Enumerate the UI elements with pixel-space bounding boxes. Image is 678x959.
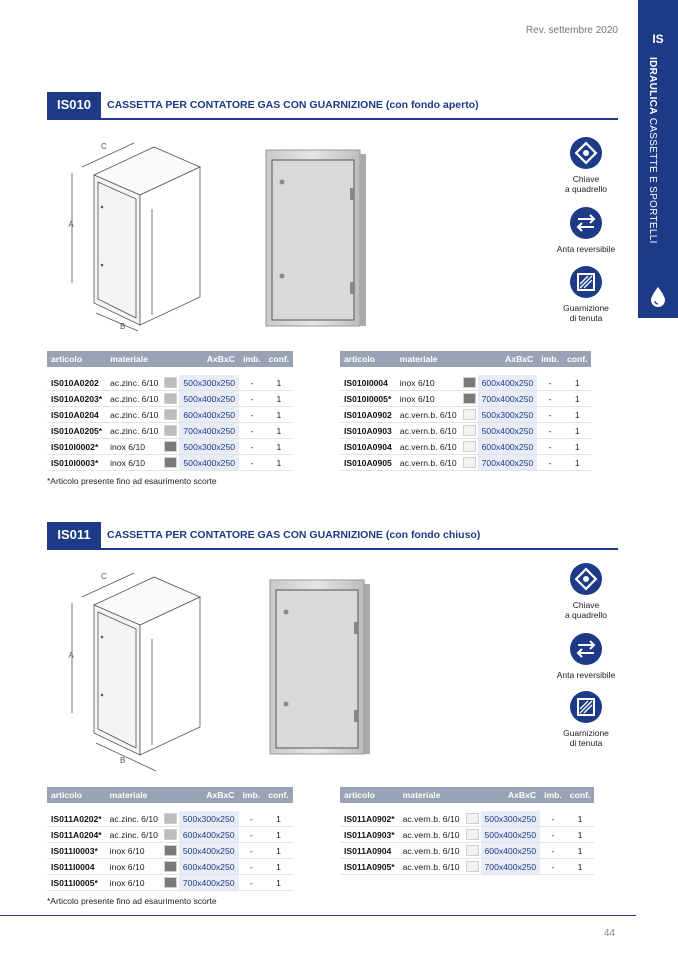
material: inox 6/10 (106, 843, 162, 859)
col-dim: AxBxC (478, 351, 538, 367)
material-swatch (463, 393, 476, 404)
quantity: 1 (264, 843, 293, 859)
material: ac.zinc. 6/10 (106, 391, 162, 407)
dim-label-b: B (120, 322, 126, 331)
material-swatch-cell (162, 811, 179, 827)
material-swatch (164, 441, 177, 452)
material: ac.zinc. 6/10 (106, 827, 162, 843)
page-number: 44 (603, 928, 615, 939)
dim-label-b: B (120, 756, 126, 765)
material-swatch-cell (162, 375, 179, 391)
article-code: IS011I0005* (47, 875, 106, 891)
article-code: IS010A0205* (47, 423, 106, 439)
quantity: 1 (563, 439, 592, 455)
table-row (340, 455, 591, 471)
packaging: - (537, 439, 563, 455)
quantity: 1 (566, 843, 595, 859)
col-dim: AxBxC (481, 787, 541, 803)
material-swatch-cell (162, 423, 179, 439)
col-materiale: materiale (399, 787, 481, 803)
article-code: IS011A0902* (340, 811, 399, 827)
table-row (340, 843, 594, 859)
article-code: IS010A0202 (47, 375, 106, 391)
packaging: - (239, 455, 265, 471)
material-swatch-cell (464, 843, 481, 859)
material-swatch (466, 845, 479, 856)
material-swatch-cell (162, 439, 179, 455)
dimensions: 700x400x250 (478, 391, 538, 407)
table-row (340, 375, 591, 391)
packaging: - (537, 455, 563, 471)
packaging: - (239, 423, 265, 439)
table-row (340, 859, 594, 875)
quantity: 1 (265, 439, 294, 455)
seal-gasket-icon (569, 265, 603, 299)
material: ac.vern.b. 6/10 (396, 439, 461, 455)
dimensions: 600x400x250 (481, 843, 541, 859)
section-code: IS010 (47, 92, 101, 118)
reversible-door-icon (569, 206, 603, 240)
table-row (47, 375, 293, 391)
table-row (340, 391, 591, 407)
packaging: - (540, 843, 566, 859)
material-swatch-cell (162, 859, 179, 875)
section-code: IS011 (47, 522, 101, 548)
water-drop-icon (650, 286, 666, 308)
packaging: - (540, 827, 566, 843)
quantity: 1 (264, 859, 293, 875)
stock-note: *Articolo presente fino ad esaurimento scorte (47, 476, 217, 486)
material-swatch (164, 813, 177, 824)
article-code: IS010I0005* (340, 391, 396, 407)
col-imb: imb. (540, 787, 566, 803)
quantity: 1 (265, 455, 294, 471)
quantity: 1 (563, 391, 592, 407)
dim-label-c: C (101, 142, 107, 151)
product-table-is011-left (47, 787, 293, 891)
col-materiale: materiale (396, 351, 478, 367)
material-swatch (164, 425, 177, 436)
material: ac.zinc. 6/10 (106, 407, 162, 423)
material-swatch-cell (461, 455, 478, 471)
section-rule (47, 548, 618, 550)
article-code: IS010A0903 (340, 423, 396, 439)
table-row (340, 407, 591, 423)
dimensions: 500x400x250 (478, 423, 538, 439)
dimensions: 500x300x250 (481, 811, 541, 827)
dimensions: 500x400x250 (179, 391, 239, 407)
col-materiale: materiale (106, 351, 179, 367)
table-row (340, 811, 594, 827)
material-swatch (463, 409, 476, 420)
table-row (47, 811, 293, 827)
section-header-is011 (47, 522, 618, 550)
material-swatch (463, 457, 476, 468)
table-header-row (340, 787, 594, 803)
article-code: IS010I0004 (340, 375, 396, 391)
material-swatch (466, 813, 479, 824)
table-header-row (340, 351, 591, 367)
material-swatch (164, 829, 177, 840)
material-swatch (164, 377, 177, 388)
material: ac.vern.b. 6/10 (396, 407, 461, 423)
material: ac.vern.b. 6/10 (399, 843, 464, 859)
material-swatch-cell (162, 391, 179, 407)
quantity: 1 (264, 875, 293, 891)
material-swatch (164, 393, 177, 404)
material-swatch (164, 409, 177, 420)
dimensions: 500x300x250 (179, 811, 239, 827)
material: ac.vern.b. 6/10 (396, 423, 461, 439)
dimensions: 600x400x250 (179, 827, 239, 843)
material-swatch-cell (464, 859, 481, 875)
article-code: IS010A0204 (47, 407, 106, 423)
article-code: IS011A0904 (340, 843, 399, 859)
quantity: 1 (563, 407, 592, 423)
col-dim: AxBxC (179, 351, 239, 367)
table-row (47, 391, 293, 407)
packaging: - (537, 391, 563, 407)
dimensions: 500x400x250 (481, 827, 541, 843)
seal-gasket-icon (569, 690, 603, 724)
article-code: IS010A0905 (340, 455, 396, 471)
section-title: CASSETTA PER CONTATORE GAS CON GUARNIZIONE (con fondo aperto) (107, 99, 479, 111)
col-imb: imb. (239, 351, 265, 367)
cabinet-dimension-drawing (66, 565, 216, 775)
material: inox 6/10 (106, 875, 162, 891)
feature-seal-gasket: Guarnizione di tenuta (550, 690, 622, 748)
material-swatch-cell (461, 375, 478, 391)
article-code: IS011I0004 (47, 859, 106, 875)
material-swatch (164, 877, 177, 888)
material-swatch (463, 441, 476, 452)
material: ac.vern.b. 6/10 (399, 827, 464, 843)
article-code: IS011A0903* (340, 827, 399, 843)
material: inox 6/10 (396, 375, 461, 391)
table-header-row (47, 787, 293, 803)
packaging: - (239, 843, 265, 859)
dimensions: 700x400x250 (481, 859, 541, 875)
quantity: 1 (265, 423, 294, 439)
product-table-is010-right (340, 351, 591, 471)
packaging: - (239, 391, 265, 407)
revision-date: Rev. settembre 2020 (525, 25, 618, 36)
section-title: CASSETTA PER CONTATORE GAS CON GUARNIZIONE (con fondo chiuso) (107, 529, 481, 541)
col-articolo: articolo (340, 351, 396, 367)
article-code: IS010A0904 (340, 439, 396, 455)
dimensions: 500x400x250 (179, 455, 239, 471)
category-code: IS (652, 32, 664, 46)
material: ac.vern.b. 6/10 (399, 859, 464, 875)
material: ac.zinc. 6/10 (106, 375, 162, 391)
material-swatch (466, 829, 479, 840)
dimensions: 600x400x250 (179, 859, 239, 875)
article-code: IS010A0203* (47, 391, 106, 407)
material-swatch-cell (461, 407, 478, 423)
article-code: IS011A0202* (47, 811, 106, 827)
material-swatch-cell (162, 407, 179, 423)
category-rest: CASSETTE E SPORTELLI (647, 117, 658, 244)
material-swatch-cell (464, 811, 481, 827)
dimensions: 500x300x250 (179, 375, 239, 391)
table-row (47, 843, 293, 859)
col-articolo: articolo (340, 787, 399, 803)
feature-square-key: Chiave a quadrello (550, 562, 622, 620)
col-conf: conf. (566, 787, 595, 803)
quantity: 1 (265, 391, 294, 407)
table-row (47, 859, 293, 875)
article-code: IS011I0003* (47, 843, 106, 859)
quantity: 1 (563, 423, 592, 439)
material-swatch (164, 861, 177, 872)
quantity: 1 (563, 375, 592, 391)
packaging: - (537, 407, 563, 423)
material: inox 6/10 (106, 439, 162, 455)
table-row (340, 439, 591, 455)
table-row (47, 423, 293, 439)
material: inox 6/10 (106, 455, 162, 471)
material-swatch-cell (162, 455, 179, 471)
material-swatch (463, 377, 476, 388)
material: inox 6/10 (396, 391, 461, 407)
dimensions: 700x400x250 (179, 423, 239, 439)
section-rule (47, 118, 618, 120)
product-table-is010-left (47, 351, 293, 471)
packaging: - (239, 439, 265, 455)
stock-note: *Articolo presente fino ad esaurimento scorte (47, 896, 217, 906)
dimensions: 600x400x250 (478, 439, 538, 455)
material: ac.zinc. 6/10 (106, 811, 162, 827)
square-key-icon (569, 136, 603, 170)
section-header-is010 (47, 92, 618, 120)
packaging: - (239, 827, 265, 843)
quantity: 1 (265, 407, 294, 423)
dimensions: 700x400x250 (179, 875, 239, 891)
reversible-door-icon (569, 632, 603, 666)
material-swatch-cell (461, 423, 478, 439)
col-conf: conf. (563, 351, 592, 367)
material-swatch-cell (162, 843, 179, 859)
dim-label-c: C (101, 572, 107, 581)
dimensions: 600x400x250 (179, 407, 239, 423)
dimensions: 500x300x250 (179, 439, 239, 455)
table-row (340, 827, 594, 843)
packaging: - (239, 811, 265, 827)
dimensions: 600x400x250 (478, 375, 538, 391)
cabinet-photo (266, 578, 374, 764)
quantity: 1 (265, 375, 294, 391)
material: ac.vern.b. 6/10 (399, 811, 464, 827)
category-label (647, 57, 658, 244)
dim-label-a: A (68, 220, 74, 229)
square-key-icon (569, 562, 603, 596)
quantity: 1 (566, 827, 595, 843)
packaging: - (239, 859, 265, 875)
cabinet-photo (262, 148, 370, 336)
table-row (47, 439, 293, 455)
footer-rule (0, 915, 636, 916)
packaging: - (239, 875, 265, 891)
dimensions: 500x400x250 (179, 843, 239, 859)
feature-square-key: Chiave a quadrello (550, 136, 622, 194)
col-imb: imb. (239, 787, 265, 803)
quantity: 1 (264, 811, 293, 827)
feature-seal-gasket: Guarnizione di tenuta (550, 265, 622, 323)
dimensions: 500x300x250 (478, 407, 538, 423)
table-row (47, 827, 293, 843)
table-row (47, 455, 293, 471)
article-code: IS011A0905* (340, 859, 399, 875)
material: ac.vern.b. 6/10 (396, 455, 461, 471)
col-imb: imb. (537, 351, 563, 367)
material-swatch-cell (461, 391, 478, 407)
material-swatch (164, 457, 177, 468)
article-code: IS010I0002* (47, 439, 106, 455)
quantity: 1 (563, 455, 592, 471)
material-swatch (463, 425, 476, 436)
packaging: - (239, 375, 265, 391)
table-row (47, 407, 293, 423)
article-code: IS010I0003* (47, 455, 106, 471)
packaging: - (540, 811, 566, 827)
material-swatch-cell (464, 827, 481, 843)
material-swatch-cell (162, 827, 179, 843)
quantity: 1 (566, 811, 595, 827)
quantity: 1 (566, 859, 595, 875)
material: ac.zinc. 6/10 (106, 423, 162, 439)
col-dim: AxBxC (179, 787, 239, 803)
dim-label-a: A (68, 651, 74, 660)
packaging: - (537, 375, 563, 391)
cabinet-dimension-drawing (66, 135, 216, 335)
packaging: - (540, 859, 566, 875)
article-code: IS011A0204* (47, 827, 106, 843)
packaging: - (537, 423, 563, 439)
col-articolo: articolo (47, 351, 106, 367)
material-swatch-cell (162, 875, 179, 891)
col-conf: conf. (265, 351, 294, 367)
material: inox 6/10 (106, 859, 162, 875)
packaging: - (239, 407, 265, 423)
article-code: IS010A0902 (340, 407, 396, 423)
quantity: 1 (264, 827, 293, 843)
table-header-row (47, 351, 293, 367)
table-row (47, 875, 293, 891)
col-conf: conf. (264, 787, 293, 803)
col-materiale: materiale (106, 787, 179, 803)
category-side-tab[interactable] (638, 0, 678, 318)
feature-reversible-door: Anta reversibile (550, 632, 622, 680)
category-bold: IDRAULICA (647, 57, 658, 115)
feature-reversible-door: Anta reversibile (550, 206, 622, 254)
material-swatch (466, 861, 479, 872)
material-swatch (164, 845, 177, 856)
table-row (340, 423, 591, 439)
material-swatch-cell (461, 439, 478, 455)
product-table-is011-right (340, 787, 594, 875)
dimensions: 700x400x250 (478, 455, 538, 471)
col-articolo: articolo (47, 787, 106, 803)
